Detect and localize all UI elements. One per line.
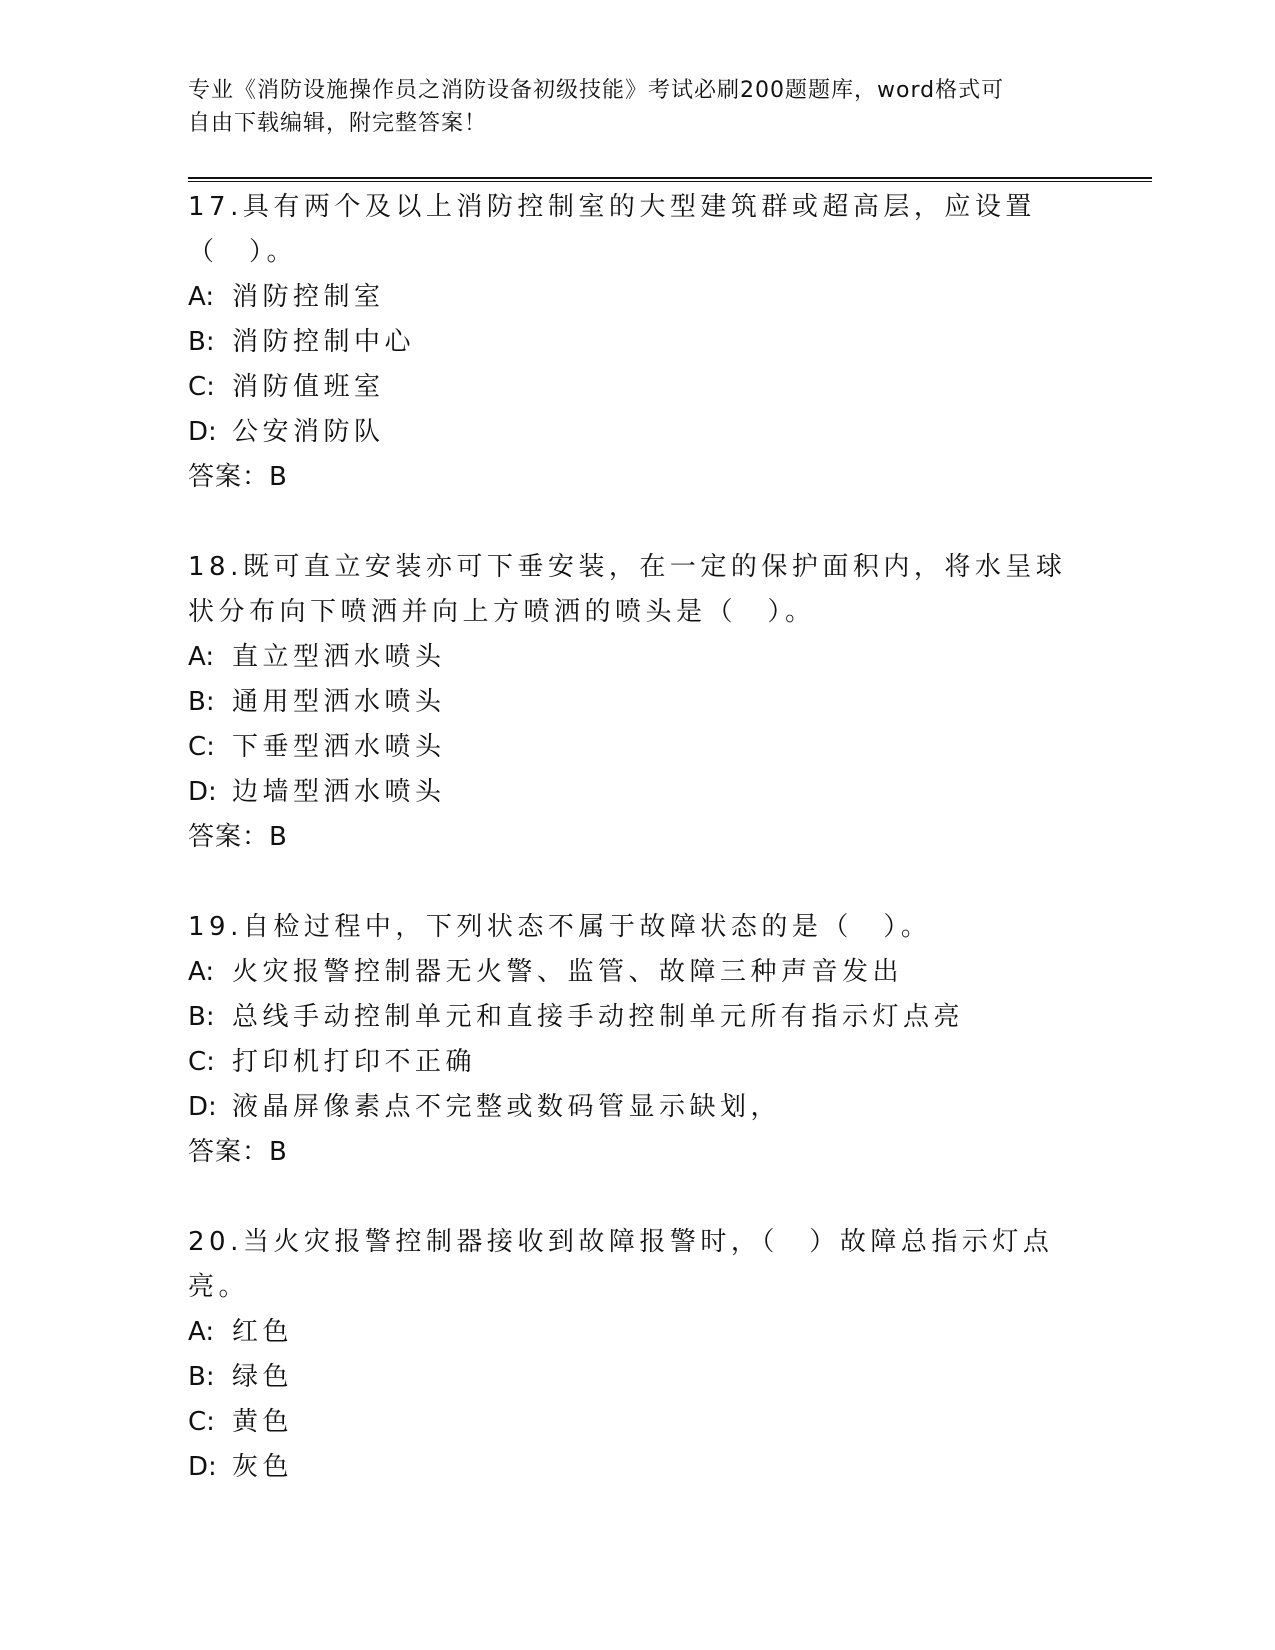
option-a	[188, 635, 1088, 680]
option-text: 消防控制中心	[232, 327, 416, 357]
option-letter: A:	[188, 1317, 215, 1347]
option-letter: A:	[188, 957, 215, 987]
option-letter: B:	[188, 327, 215, 357]
option-letter: B:	[188, 1002, 215, 1032]
option-letter: D:	[188, 1452, 217, 1482]
option-letter: C:	[188, 1407, 215, 1437]
option-text: 绿色	[232, 1362, 294, 1392]
option-letter: D:	[188, 417, 217, 447]
option-text: 直立型洒水喷头	[232, 642, 446, 672]
header-divider	[188, 177, 1152, 182]
option-b	[188, 320, 1088, 365]
option-c	[188, 1400, 1088, 1445]
option-d	[188, 770, 1088, 815]
option-c	[188, 1040, 1088, 1085]
option-a	[188, 275, 1088, 320]
option-letter: B:	[188, 687, 215, 717]
option-text: 灰色	[232, 1452, 294, 1482]
option-letter: C:	[188, 372, 215, 402]
option-text: 黄色	[232, 1407, 294, 1437]
question-text: 19.自检过程中，下列状态不属于故障状态的是（ ）。	[188, 912, 932, 942]
answer-line: 答案：B	[188, 462, 288, 492]
option-letter: C:	[188, 732, 215, 762]
option-text: 边墙型洒水喷头	[232, 777, 446, 807]
header-line-1: 专业《消防设施操作员之消防设备初级技能》考试必刷200题题库，word格式可	[188, 78, 1005, 103]
option-text: 火灾报警控制器无火警、监管、故障三种声音发出	[232, 957, 904, 987]
option-text: 红色	[232, 1317, 294, 1347]
question-text: 18.既可直立安装亦可下垂安装，在一定的保护面积内，将水呈球状分布向下喷洒并向上方喷洒的喷头是（ ）。	[188, 552, 1067, 627]
option-c	[188, 365, 1088, 410]
option-d	[188, 410, 1088, 455]
option-d	[188, 1445, 1088, 1490]
option-letter: A:	[188, 282, 215, 312]
option-c	[188, 725, 1088, 770]
option-letter: B:	[188, 1362, 215, 1392]
question-19	[188, 905, 1088, 1175]
option-letter: D:	[188, 777, 217, 807]
question-17	[188, 185, 1088, 500]
answer-line: 答案：B	[188, 1137, 288, 1167]
header-line-2: 自由下载编辑，附完整答案！	[188, 111, 488, 136]
option-a	[188, 950, 1088, 995]
answer-line: 答案：B	[188, 822, 288, 852]
option-letter: D:	[188, 1092, 217, 1122]
question-text: 17.具有两个及以上消防控制室的大型建筑群或超高层，应设置（ ）。	[188, 192, 1036, 267]
option-text: 通用型洒水喷头	[232, 687, 446, 717]
option-b	[188, 680, 1088, 725]
option-text: 打印机打印不正确	[232, 1047, 477, 1077]
option-a	[188, 1310, 1088, 1355]
question-text: 20.当火灾报警控制器接收到故障报警时，（ ）故障总指示灯点亮。	[188, 1227, 1054, 1302]
option-letter: A:	[188, 642, 215, 672]
option-text: 消防控制室	[232, 282, 385, 312]
option-text: 下垂型洒水喷头	[232, 732, 446, 762]
document-header	[188, 74, 1088, 140]
option-text: 消防值班室	[232, 372, 385, 402]
option-b	[188, 1355, 1088, 1400]
question-18	[188, 545, 1088, 860]
question-20	[188, 1220, 1088, 1490]
option-letter: C:	[188, 1047, 215, 1077]
option-text: 公安消防队	[232, 417, 385, 447]
option-text: 总线手动控制单元和直接手动控制单元所有指示灯点亮	[232, 1002, 965, 1032]
option-text: 液晶屏像素点不完整或数码管显示缺划，	[232, 1092, 782, 1122]
option-b	[188, 995, 1088, 1040]
option-d	[188, 1085, 1088, 1130]
